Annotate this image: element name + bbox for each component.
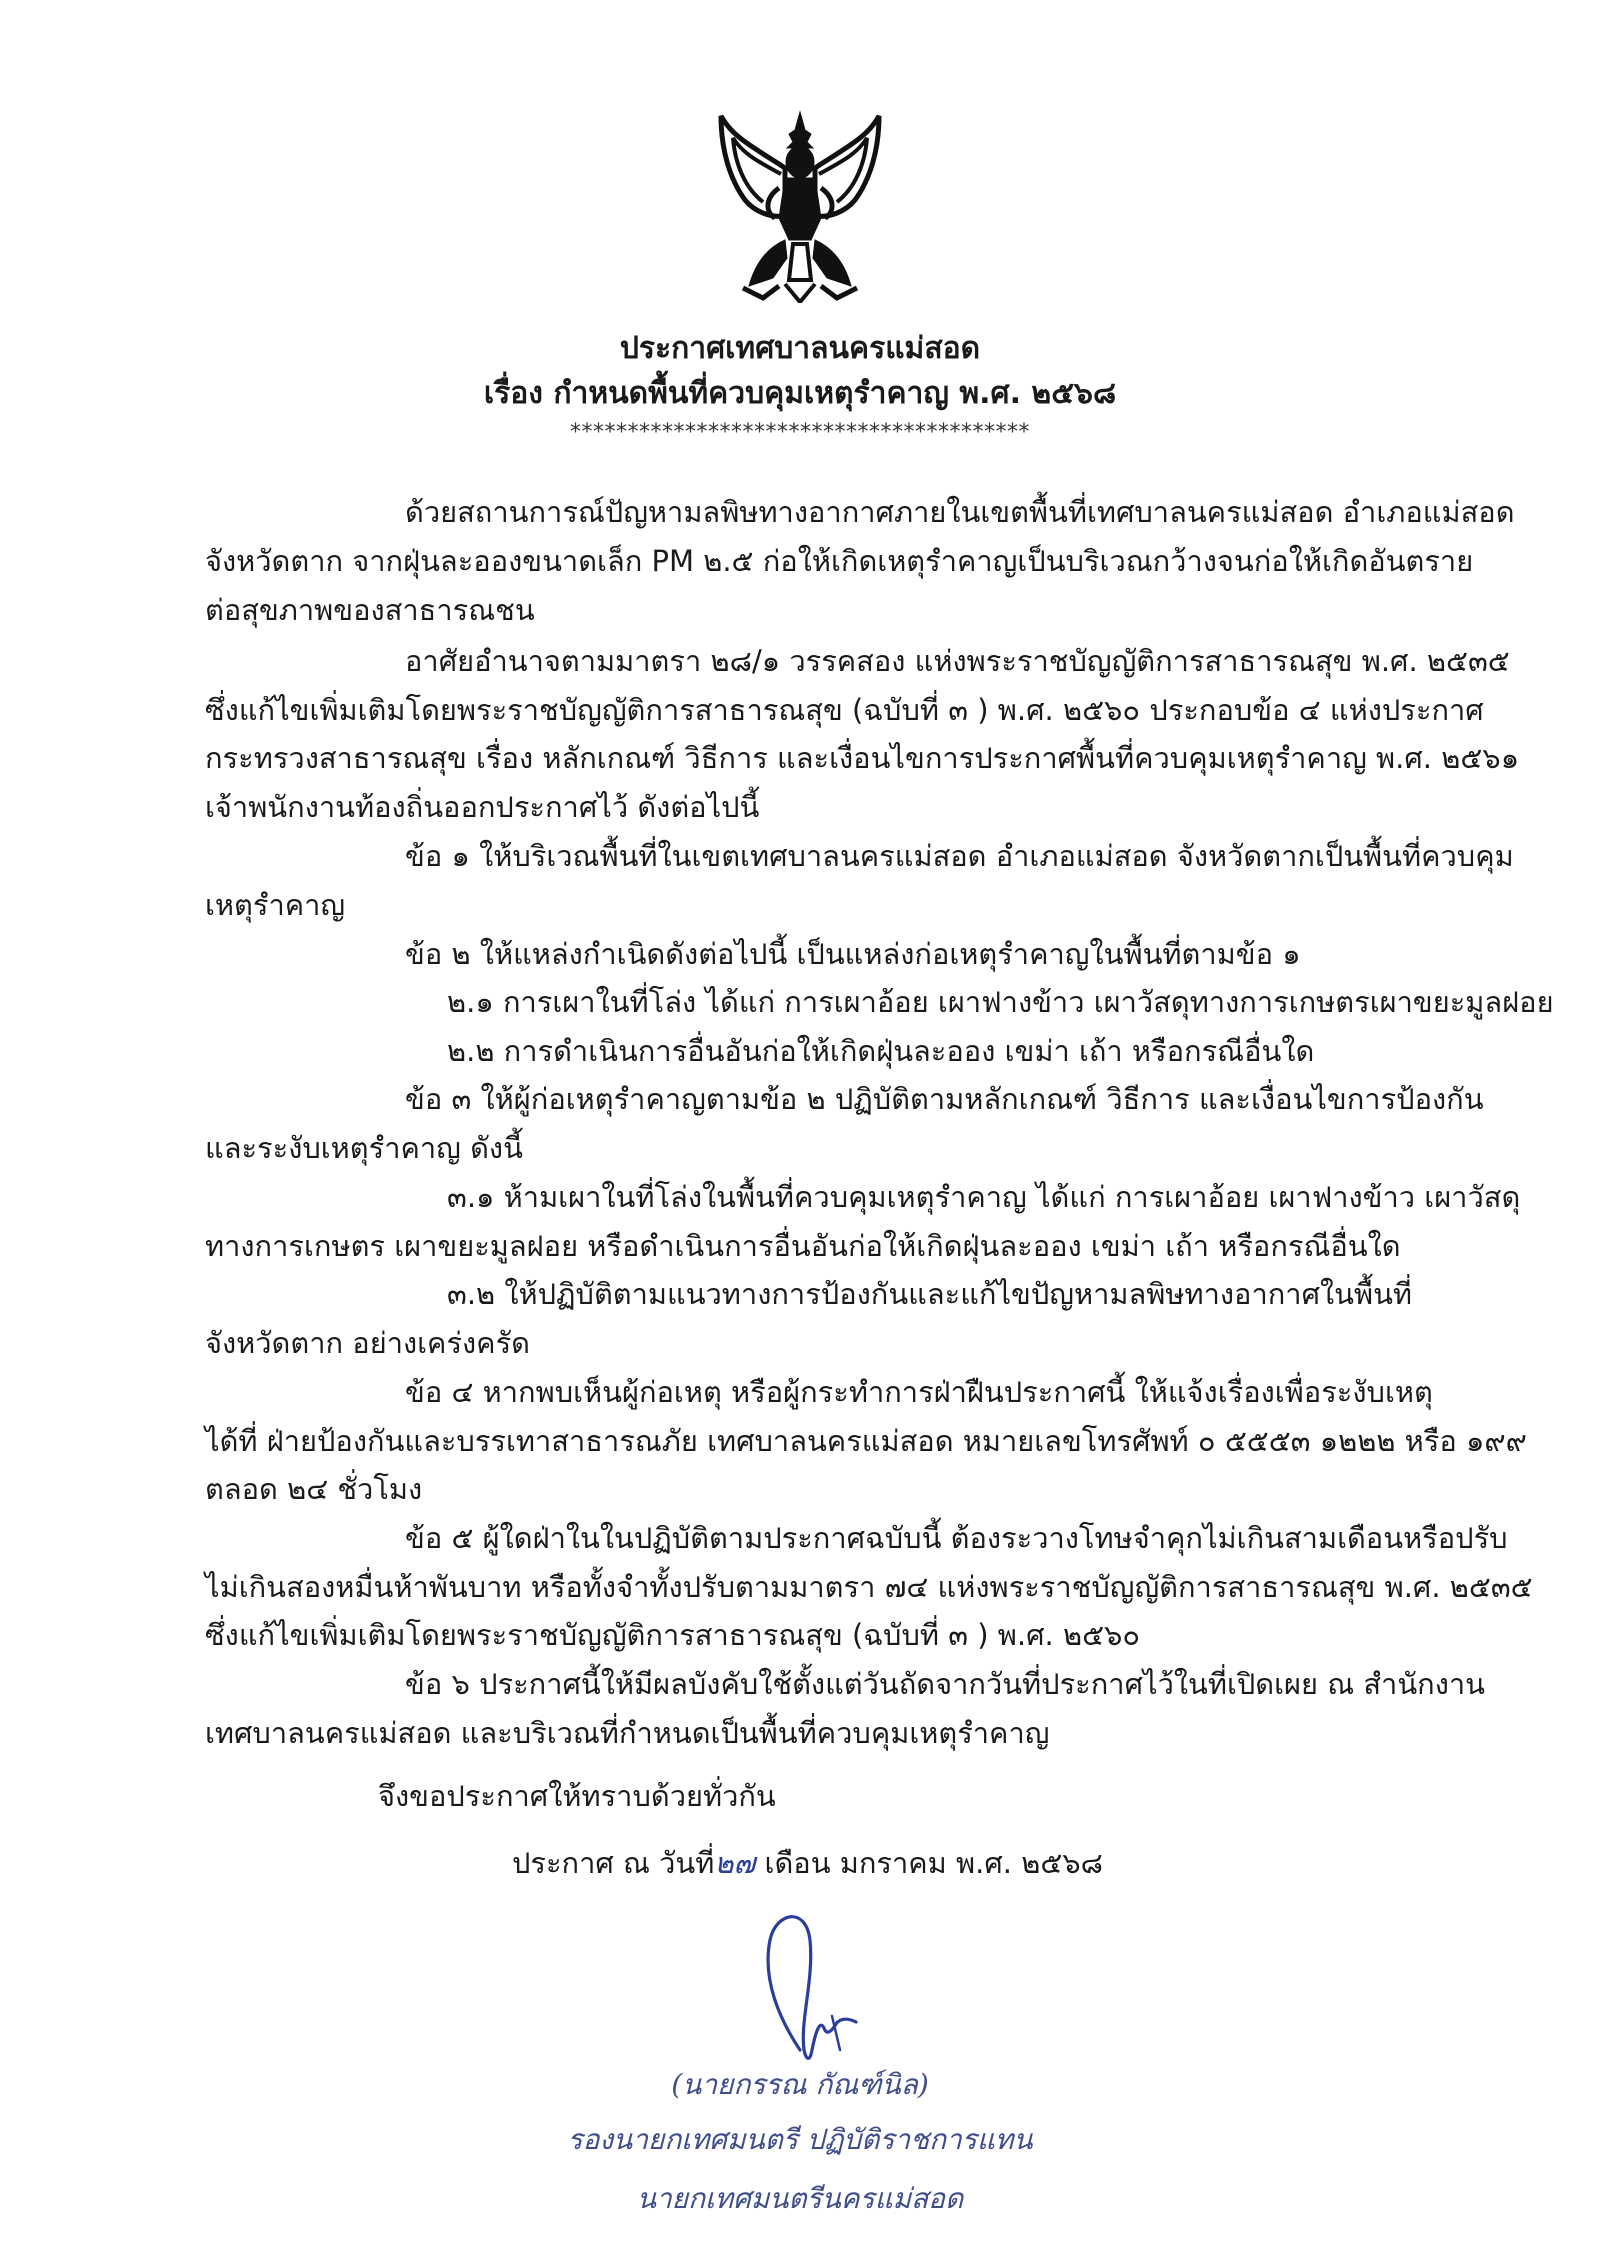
date-prefix: ประกาศ ณ วันที่ <box>512 1846 715 1880</box>
body-line: และระงับเหตุรำคาญ ดังนี้ <box>205 1131 523 1165</box>
body-line: กระทรวงสาธารณสุข เรื่อง หลักเกณฑ์ วิธีการ และเงื่อนไขการประกาศพื้นที่ควบคุมเหตุรำคาญ พ.ศ. ๒๕๖๑ <box>205 741 1520 775</box>
signatory-position: รองนายกเทศมนตรี ปฏิบัติราชการแทน <box>567 2123 1033 2156</box>
body-line: เจ้าพนักงานท้องถิ่นออกประกาศไว้ ดังต่อไปนี้ <box>205 790 760 824</box>
body-line: ด้วยสถานการณ์ปัญหามลพิษทางอากาศภายในเขตพื้นที่เทศบาลนครแม่สอด อำเภอแม่สอด <box>405 495 1515 529</box>
title-separator: **************************************** <box>570 420 1030 445</box>
body-line: ต่อสุขภาพของสาธารณชน <box>205 593 535 627</box>
body-line: เหตุรำคาญ <box>205 888 346 922</box>
body-line: ตลอด ๒๔ ชั่วโมง <box>205 1472 423 1506</box>
body-line: ได้ที่ ฝ่ายป้องกันและบรรเทาสาธารณภัย เทศบาลนครแม่สอด หมายเลขโทรศัพท์ ๐ ๕๕๕๓ ๑๒๒๒ หรือ ๑๙๙ <box>205 1424 1527 1458</box>
announcement-title: ประกาศเทศบาลนครแม่สอด <box>619 331 981 366</box>
date-day-handwritten: ๒๗ <box>714 1846 756 1880</box>
body-line: จังหวัดตาก อย่างเคร่งครัด <box>205 1326 530 1360</box>
body-line: ซึ่งแก้ไขเพิ่มเติมโดยพระราชบัญญัติการสาธารณสุข (ฉบับที่ ๓ ) พ.ศ. ๒๕๖๐ ประกอบข้อ ๔ แห่งประกาศ <box>205 693 1484 727</box>
body-line: ข้อ ๒ ให้แหล่งกำเนิดดังต่อไปนี้ เป็นแหล่งก่อเหตุรำคาญในพื้นที่ตามข้อ ๑ <box>405 937 1301 971</box>
body-line: ซึ่งแก้ไขเพิ่มเติมโดยพระราชบัญญัติการสาธารณสุข (ฉบับที่ ๓ ) พ.ศ. ๒๕๖๐ <box>205 1618 1141 1652</box>
body-line: ข้อ ๓ ให้ผู้ก่อเหตุรำคาญตามข้อ ๒ ปฏิบัติตามหลักเกณฑ์ วิธีการ และเงื่อนไขการป้องกัน <box>405 1082 1484 1116</box>
body-line: ๓.๒ ให้ปฏิบัติตามแนวทางการป้องกันและแก้ไขปัญหามลพิษทางอากาศในพื้นที่ <box>447 1277 1413 1311</box>
closing-announcement: จึงขอประกาศให้ทราบด้วยทั่วกัน <box>378 1779 776 1813</box>
body-line: ๒.๒ การดำเนินการอื่นอันก่อให้เกิดฝุ่นละออง เขม่า เถ้า หรือกรณีอื่นใด <box>447 1034 1315 1068</box>
body-line: ไม่เกินสองหมื่นห้าพันบาท หรือทั้งจำทั้งปรับตามมาตรา ๗๔ แห่งพระราชบัญญัติการสาธารณสุข พ.ศ. ๒๕๓๕ <box>205 1570 1533 1604</box>
body-line: เทศบาลนครแม่สอด และบริเวณที่กำหนดเป็นพื้นที่ควบคุมเหตุรำคาญ <box>205 1716 1050 1750</box>
body-line: ๓.๑ ห้ามเผาในที่โล่งในพื้นที่ควบคุมเหตุรำคาญ ได้แก่ การเผาอ้อย เผาฟางข้าว เผาวัสดุ <box>447 1180 1521 1214</box>
signatory-name: (นายกรรณ กัณฑ์นิล) <box>671 2068 929 2101</box>
body-line: ข้อ ๖ ประกาศนี้ให้มีผลบังคับใช้ตั้งแต่วันถัดจากวันที่ประกาศไว้ในที่เปิดเผย ณ สำนักงาน <box>405 1667 1485 1701</box>
body-line: อาศัยอำนาจตามมาตรา ๒๘/๑ วรรคสอง แห่งพระราชบัญญัติการสาธารณสุข พ.ศ. ๒๕๓๕ <box>405 644 1510 678</box>
body-line: ข้อ ๕ ผู้ใดฝ่าในในปฏิบัติตามประกาศฉบับนี้ ต้องระวางโทษจำคุกไม่เกินสามเดือนหรือปรับ <box>405 1521 1508 1555</box>
body-line: จังหวัดตาก จากฝุ่นละอองขนาดเล็ก PM ๒.๕ ก่อให้เกิดเหตุรำคาญเป็นบริเวณกว้างจนก่อให้เกิดอันตราย <box>205 544 1474 578</box>
body-line: ข้อ ๑ ให้บริเวณพื้นที่ในเขตเทศบาลนครแม่สอด อำเภอแม่สอด จังหวัดตากเป็นพื้นที่ควบคุม <box>405 839 1514 873</box>
body-line: ข้อ ๔ หากพบเห็นผู้ก่อเหตุ หรือผู้กระทำการฝ่าฝืนประกาศนี้ ให้แจ้งเรื่องเพื่อระงับเหตุ <box>405 1375 1433 1409</box>
body-line: ทางการเกษตร เผาขยะมูลฝอย หรือดำเนินการอื่นอันก่อให้เกิดฝุ่นละออง เขม่า เถ้า หรือกรณีอื่นใด <box>205 1229 1401 1263</box>
date-suffix: เดือน มกราคม พ.ศ. ๒๕๖๘ <box>755 1846 1104 1880</box>
handwritten-signature <box>740 1900 900 2070</box>
signatory-office: นายกเทศมนตรีนครแม่สอด <box>636 2182 964 2215</box>
announcement-date <box>512 1843 1103 1883</box>
body-line: ๒.๑ การเผาในที่โล่ง ได้แก่ การเผาอ้อย เผาฟางข้าว เผาวัสดุทางการเกษตรเผาขยะมูลฝอย <box>447 985 1554 1019</box>
garuda-emblem-icon <box>715 108 885 303</box>
announcement-subject: เรื่อง กำหนดพื้นที่ควบคุมเหตุรำคาญ พ.ศ. ๒๕๖๘ <box>483 376 1117 411</box>
